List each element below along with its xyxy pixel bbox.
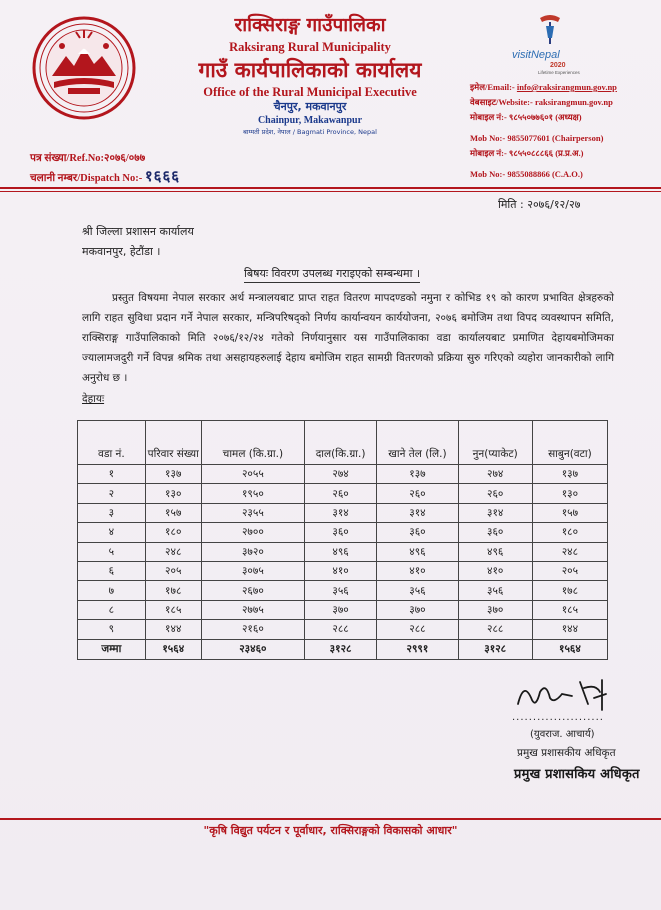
footer-slogan: "कृषि विद्युत पर्यटन र पूर्वाधार, राक्सिराङ्गको विकासको आधार" [203, 824, 458, 837]
table-cell: ३६० [458, 523, 532, 542]
col-lentils: दाल(कि.ग्रा.) [304, 421, 376, 465]
table-cell: २७४ [458, 465, 532, 484]
office-name-np: गाउँ कार्यपालिकाको कार्यालय [198, 58, 422, 82]
table-cell: १३७ [377, 465, 458, 484]
website-label: वेबसाइट/Website:- [470, 97, 533, 107]
letter-body: प्रस्तुत विषयमा नेपाल सरकार अर्थ मन्त्रालयबाट प्राप्त राहत वितरण मापदण्डको नमुना र कोभिड १९ को कारण प्रभावित क्षेत्रहरुको लागि राहत सुविधा प्रदान गर्ने नेपाल सरकार, मन्त्रिपरिषद्को निर्णय कार्यान्वयन कार्ययोजना, २०७६ बमोजिम तथा विपद व्यवस्थापन समिति, राक्सिराङ्ग गाउँपालिकाको मिति २०७६/१२/२४ गतेको निर्णयानुसार यस गाउँपालिकाका वडा कार्यालयबाट प्रमाणित देहायबमोजिमका ज्यालामजदुरी गर्ने विपन्न श्रमिक तथा असहायहरुलाई देहाय बमोजिम राहत सामग्री वितरणको प्रक्रिया सुरु गरिएको व्यहोरा जानकारीको लागि अनुरोध छ । [82, 292, 614, 384]
contact-block [470, 80, 650, 182]
signature-icon [510, 674, 630, 716]
mob2-value: 9855077601 (Chairperson) [507, 133, 604, 143]
table-cell: ४१० [377, 561, 458, 580]
col-salt: नुन(प्याकेट) [458, 421, 532, 465]
mob4-label: Mob No:- [470, 169, 506, 179]
province-line: बाग्मती प्रदेश, नेपाल / Bagmati Province, Nepal [243, 128, 377, 136]
signature-dots: ...................... [512, 712, 604, 723]
table-cell: २०५ [145, 561, 201, 580]
total-cell: २९९१ [377, 639, 458, 659]
table-row [78, 542, 608, 561]
table-cell: १७८ [532, 581, 607, 600]
table-cell: २८८ [304, 620, 376, 639]
table-header-row [78, 421, 608, 465]
visit-nepal-logo-icon [510, 12, 590, 76]
table-cell: ३५६ [304, 581, 376, 600]
table-row [78, 620, 608, 639]
table-row [78, 581, 608, 600]
table-cell: ६ [78, 561, 146, 580]
table-cell: ४ [78, 523, 146, 542]
dispatch-label: चलानी नम्बर/Dispatch No:- [30, 173, 143, 184]
mobile1-label: मोबाइल नं:- [470, 112, 507, 122]
mobile3-value: ९८५५०८८८६६ (प्र.प्र.अ.) [508, 148, 584, 158]
mobile-chair-en-row [470, 131, 650, 146]
table-row [78, 561, 608, 580]
table-cell: १५७ [532, 503, 607, 522]
table-cell: २४८ [145, 542, 201, 561]
table-cell: २८८ [377, 620, 458, 639]
ref-value: २०७६/०७७ [104, 153, 146, 164]
letter-date: मिति : २०७६/१२/२७ [498, 198, 581, 211]
table-cell: ४९६ [458, 542, 532, 561]
mobile1-value: ९८५५०७७६०१ (अध्यक्ष) [508, 112, 582, 122]
total-cell: ३१२८ [458, 639, 532, 659]
email-row [470, 80, 650, 95]
table-cell: २१६० [201, 620, 304, 639]
website-row [470, 95, 650, 110]
col-rice: चामल (कि.ग्रा.) [201, 421, 304, 465]
col-soap: साबुन(वटा) [532, 421, 607, 465]
mobile-cao-en-row [470, 167, 650, 182]
table-cell: १९५० [201, 484, 304, 503]
table-cell: ३६० [304, 523, 376, 542]
table-cell: १ [78, 465, 146, 484]
mobile-chair-np-row [470, 110, 650, 125]
dispatch-row [30, 168, 180, 188]
table-row [78, 503, 608, 522]
table-cell: १४४ [532, 620, 607, 639]
table-cell: ३१४ [377, 503, 458, 522]
col-families: परिवार संख्या [145, 421, 201, 465]
ref-label: पत्र संख्या/Ref.No: [30, 153, 105, 164]
table-cell: २७४ [304, 465, 376, 484]
table-cell: ३७२० [201, 542, 304, 561]
table-cell: १८० [145, 523, 201, 542]
relief-distribution-table [77, 420, 608, 660]
total-cell: २३४६० [201, 639, 304, 659]
table-cell: ४१० [458, 561, 532, 580]
table-row [78, 600, 608, 619]
header-divider [0, 187, 661, 189]
table-cell: १७८ [145, 581, 201, 600]
table-cell: ५ [78, 542, 146, 561]
dehaya-label: देहायः [82, 393, 105, 405]
office-name-en: Office of the Rural Municipal Executive [203, 85, 417, 99]
total-cell: १५६४ [145, 639, 201, 659]
reference-block [30, 150, 180, 188]
table-cell: १५७ [145, 503, 201, 522]
table-cell: १३० [532, 484, 607, 503]
ref-row [30, 150, 180, 168]
email-label: इमेल/Email:- [470, 82, 515, 92]
mob2-label: Mob No:- [470, 133, 506, 143]
table-cell: ४१० [304, 561, 376, 580]
visit-nepal-text: visitNepal [512, 49, 560, 61]
table-cell: ३१४ [304, 503, 376, 522]
table-cell: ३१४ [458, 503, 532, 522]
dispatch-value: १६६६ [144, 168, 181, 185]
table-cell: २६० [458, 484, 532, 503]
table-cell: २०५ [532, 561, 607, 580]
municipality-name-en: Raksirang Rural Municipality [229, 40, 391, 54]
mobile3-label: मोबाइल नं:- [470, 148, 507, 158]
table-cell: ७ [78, 581, 146, 600]
municipality-seal-icon [32, 16, 136, 120]
table-cell: ४९६ [377, 542, 458, 561]
mob4-value: 9855088866 (C.A.O.) [507, 169, 583, 179]
total-cell: जम्मा [78, 639, 146, 659]
table-cell: ३७० [377, 600, 458, 619]
table-cell: २६० [377, 484, 458, 503]
signatory-title: प्रमुख प्रशासकीय अधिकृत [517, 747, 616, 759]
table-cell: १३७ [145, 465, 201, 484]
email-link[interactable]: info@raksirangmun.gov.np [516, 82, 617, 92]
addressee [82, 222, 194, 262]
table-row [78, 523, 608, 542]
table-cell: १३७ [532, 465, 607, 484]
table-cell: ३७० [304, 600, 376, 619]
table-cell: ३७० [458, 600, 532, 619]
table-cell: ३ [78, 503, 146, 522]
table-cell: ८ [78, 600, 146, 619]
table-row [78, 465, 608, 484]
table-cell: १३० [145, 484, 201, 503]
total-cell: १५६४ [532, 639, 607, 659]
col-oil: खाने तेल (लि.) [377, 421, 458, 465]
table-cell: २६० [304, 484, 376, 503]
table-cell: २०५५ [201, 465, 304, 484]
table-cell: ३६० [377, 523, 458, 542]
table-cell: ४९६ [304, 542, 376, 561]
addressee-line-2: मकवानपुर, हेटौंडा । [82, 245, 161, 258]
table-cell: २३५५ [201, 503, 304, 522]
table-cell: २६७० [201, 581, 304, 600]
visit-nepal-tagline: Lifetime Experiences [538, 70, 580, 75]
table-cell: १८५ [532, 600, 607, 619]
table-cell: २४८ [532, 542, 607, 561]
mobile-cao-np-row [470, 146, 650, 161]
address-np: चैनपुर, मकवानपुर [273, 100, 347, 113]
website-link[interactable]: raksirangmun.gov.np [534, 97, 613, 107]
subject-line: बिषयः विवरण उपलब्ध गराइएको सम्बन्धमा । [244, 266, 420, 283]
table-cell: २८८ [458, 620, 532, 639]
official-stamp: प्रमुख प्रशासकिय अधिकृत [514, 767, 640, 782]
address-en: Chainpur, Makawanpur [257, 115, 363, 126]
table-cell: ३०७५ [201, 561, 304, 580]
table-cell: २७०० [201, 523, 304, 542]
total-cell: ३१२८ [304, 639, 376, 659]
table-cell: ९ [78, 620, 146, 639]
header-divider-thin [0, 191, 661, 192]
table-cell: १८५ [145, 600, 201, 619]
table-cell: ३५६ [377, 581, 458, 600]
footer-divider [0, 818, 661, 820]
municipality-name-np: राक्सिराङ्ग गाउँपालिका [234, 14, 386, 36]
table-cell: २७७५ [201, 600, 304, 619]
table-cell: २ [78, 484, 146, 503]
table-cell: १८० [532, 523, 607, 542]
col-ward: वडा नं. [78, 421, 146, 465]
letterhead [150, 12, 470, 137]
addressee-line-1: श्री जिल्ला प्रशासन कार्यालय [82, 225, 194, 238]
table-total-row [78, 639, 608, 659]
table-cell: ३५६ [458, 581, 532, 600]
visit-nepal-year: 2020 [550, 62, 566, 69]
table-row [78, 484, 608, 503]
signatory-name: (युवराज. आचार्य) [530, 729, 595, 740]
table-cell: १४४ [145, 620, 201, 639]
